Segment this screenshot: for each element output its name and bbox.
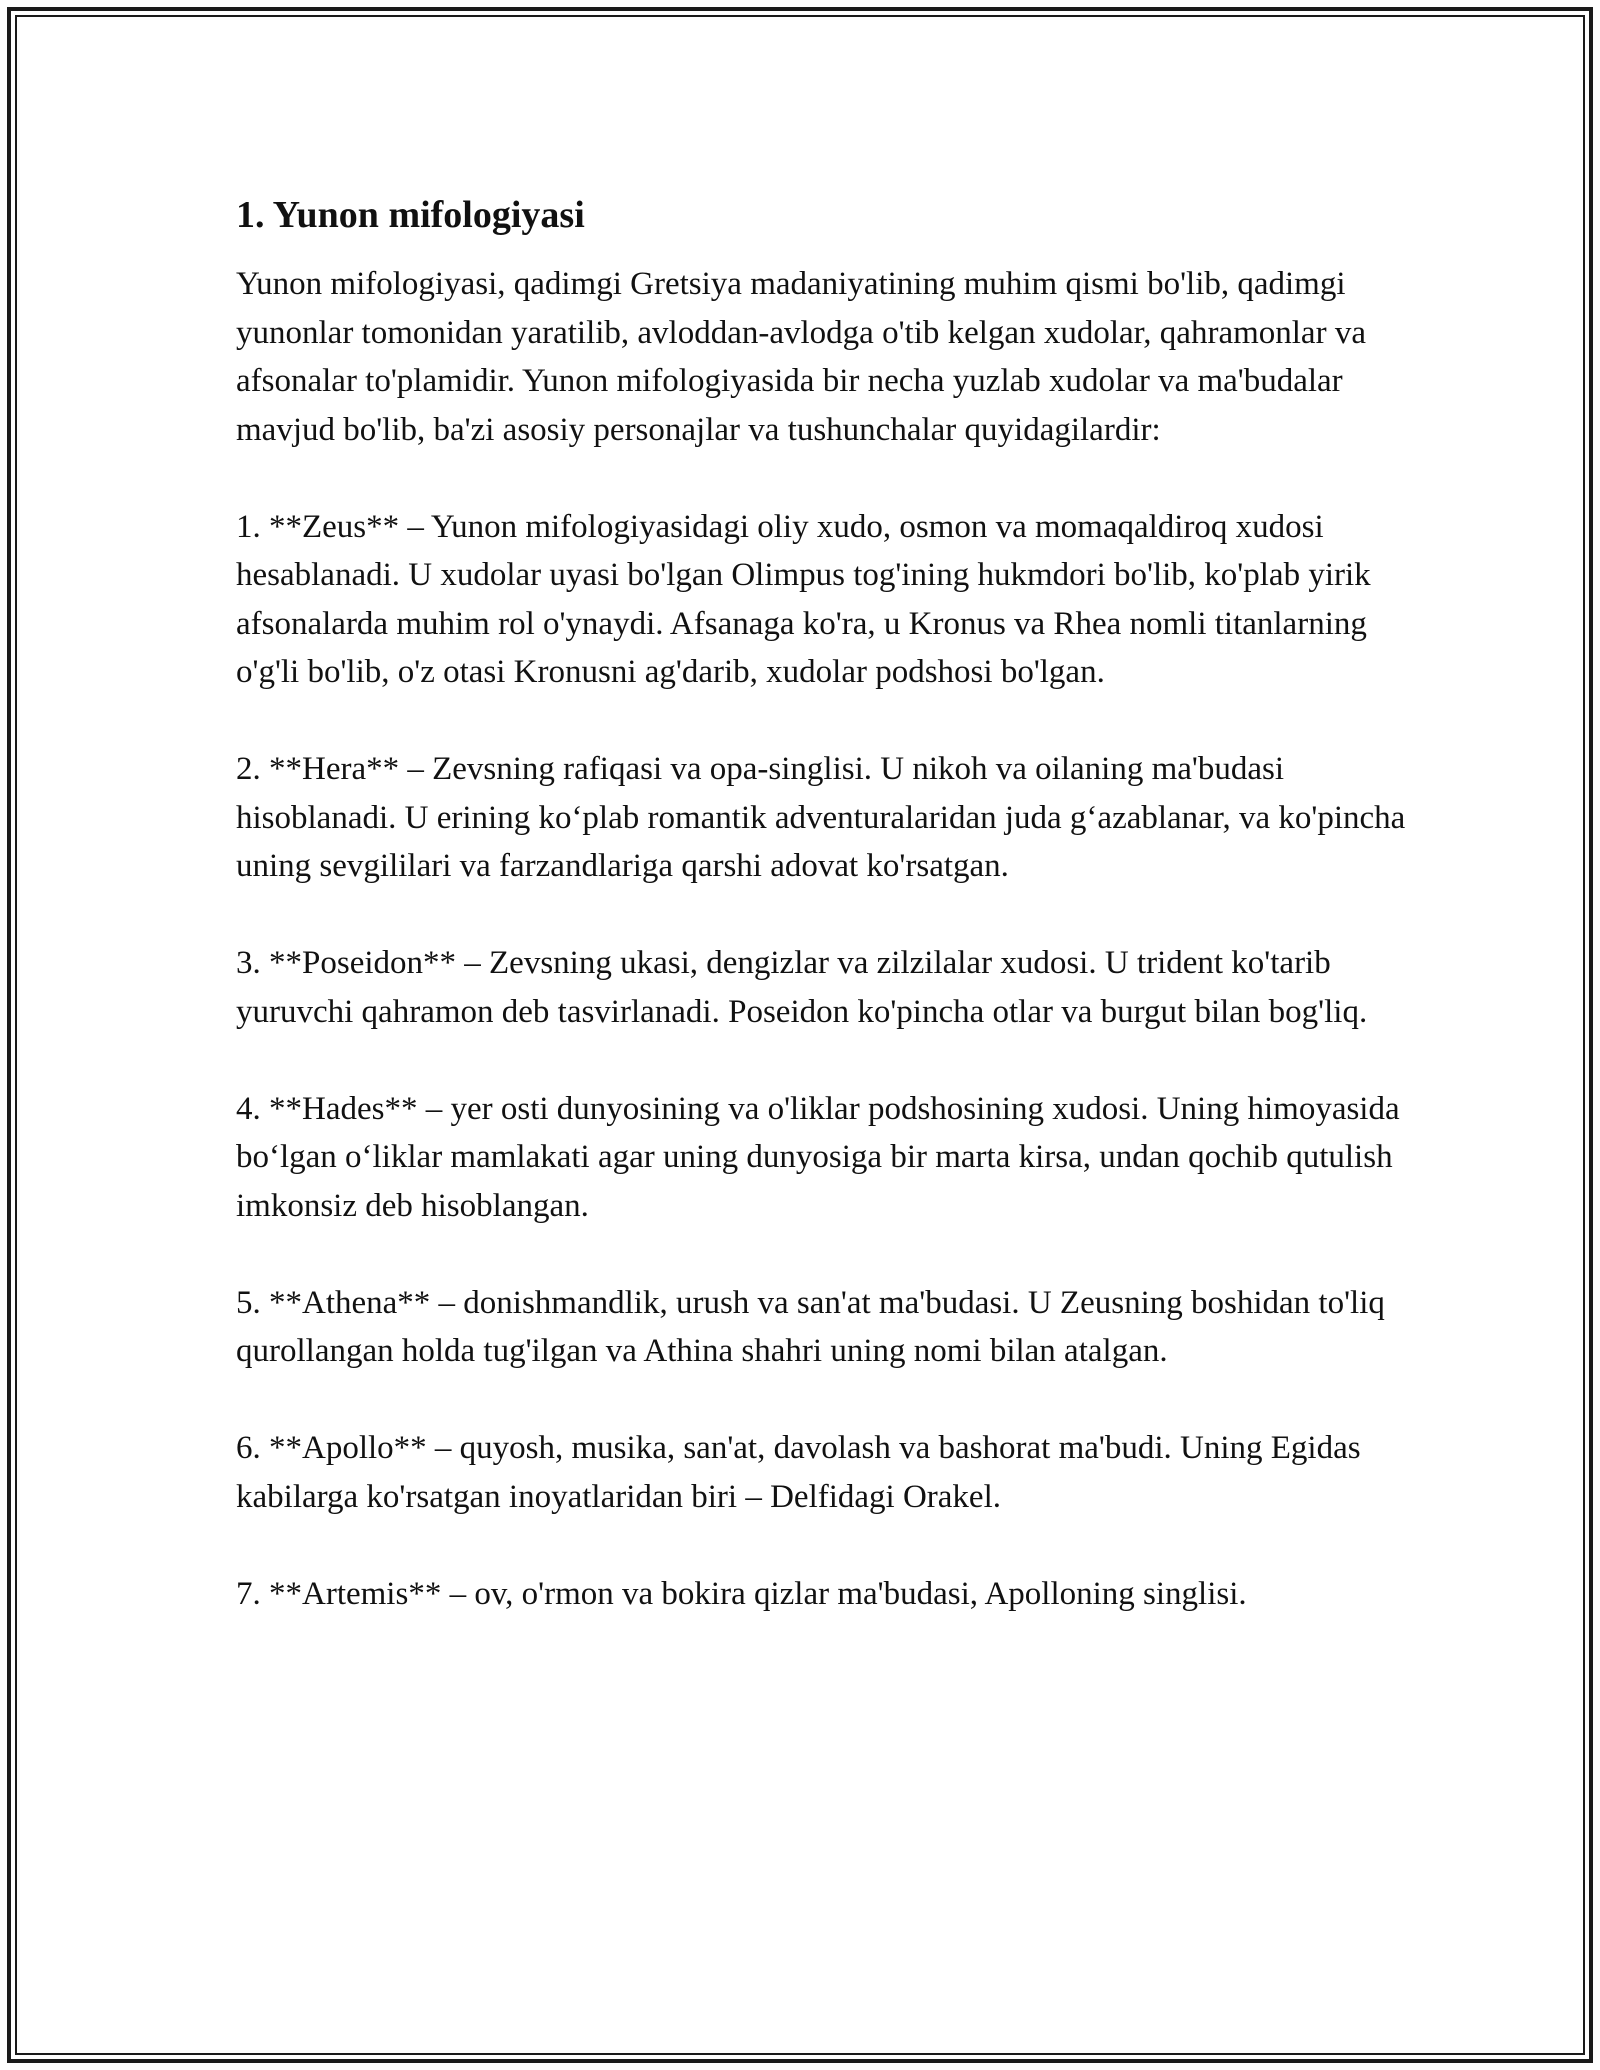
- list-item-zeus: 1. **Zeus** – Yunon mifologiyasidagi oliy xudo, osmon va momaqaldiroq xudosi hesablanadi. U xudolar uyasi bo'lgan Olimpus tog'ining hukmdori bo'lib, ko'plab yirik afsonalarda muhim rol o'ynaydi. Afsanaga ko'ra, u Kronus va Rhea nomli titanlarning o'g'li bo'lib, o'z otasi Kronusni ag'darib, xudolar podshosi bo'lgan.: [236, 508, 1371, 690]
- list-item-poseidon: 3. **Poseidon** – Zevsning ukasi, dengizlar va zilzilalar xudosi. U trident ko'tarib yuruvchi qahramon deb tasvirlanadi. Poseidon ko'pincha otlar va burgut bilan bog'liq.: [236, 945, 1368, 1030]
- document-body: [236, 190, 1416, 1618]
- list-item-artemis: 7. **Artemis** – ov, o'rmon va bokira qizlar ma'budasi, Apolloning singlisi.: [236, 1575, 1247, 1612]
- list-item-hades: 4. **Hades** – yer osti dunyosining va o'liklar podshosining xudosi. Uning himoyasida bo‘lgan o‘liklar mamlakati agar uning dunyosiga bir marta kirsa, undan qochib qutulish imkonsiz deb hisoblangan.: [236, 1090, 1400, 1224]
- document-title: 1. Yunon mifologiyasi: [236, 194, 585, 236]
- list-item-athena: 5. **Athena** – donishmandlik, urush va san'at ma'budasi. U Zeusning boshidan to'liq qurollangan holda tug'ilgan va Athina shahri uning nomi bilan atalgan.: [236, 1284, 1385, 1369]
- list-item-hera: 2. **Hera** – Zevsning rafiqasi va opa-singlisi. U nikoh va oilaning ma'budasi hisoblanadi. U erining ko‘plab romantik adventuralaridan juda g‘azablanar, va ko'pincha uning sevgililari va farzandlariga qarshi adovat ko'rsatgan.: [236, 751, 1406, 884]
- intro-paragraph: Yunon mifologiyasi, qadimgi Gretsiya madaniyatining muhim qismi bo'lib, qadimgi yunonlar tomonidan yaratilib, avloddan-avlodga o'tib kelgan xudolar, qahramonlar va afsonalar to'plamidir. Yunon mifologiyasida bir necha yuzlab xudolar va ma'budalar mavjud bo'lib, ba'zi asosiy personajlar va tushunchalar quyidagilardir:: [236, 266, 1366, 448]
- list-item-apollo: 6. **Apollo** – quyosh, musika, san'at, davolash va bashorat ma'budi. Uning Egidas kabilarga ko'rsatgan inoyatlaridan biri – Delfidagi Orakel.: [236, 1430, 1361, 1515]
